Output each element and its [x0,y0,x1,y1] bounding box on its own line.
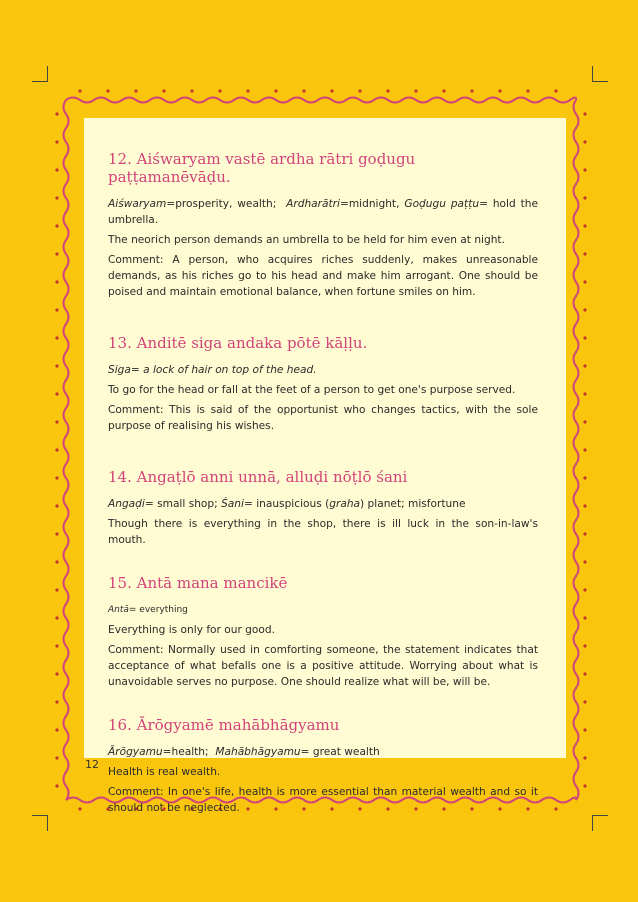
border-dot [386,89,389,92]
border-dot [55,448,58,451]
border-dot [583,616,586,619]
border-wave-right [574,100,579,800]
border-dot [55,728,58,731]
proverb-gloss: Aiśwaryam=prosperity, wealth; Ardharātri=midnight, Goḍugu paṭṭu= hold the umbrella. [108,198,538,226]
border-dot [583,252,586,255]
border-dot [55,588,58,591]
border-dot [470,89,473,92]
border-dot [583,448,586,451]
border-dot [246,89,249,92]
proverb-gloss: Ārōgyamu=health; Mahābhāgyamu= great wealth [108,746,380,758]
border-dot [330,89,333,92]
proverb-comment: Comment: A person, who acquires riches suddenly, makes unreasonable demands, as his riches go to his head and make him arrogant. One should be poised and maintain emotional balance, when fortune smiles on him. [108,254,538,298]
border-dot [583,700,586,703]
proverb-comment: Comment: In one's life, health is more essential than material wealth and so it should not be neglected. [108,786,538,814]
border-dot [162,89,165,92]
border-dot [583,644,586,647]
proverb-entry-12 [108,150,538,300]
border-dot [583,672,586,675]
border-wave-left [64,100,69,800]
border-dot [55,644,58,647]
border-dot [55,140,58,143]
border-dot [583,560,586,563]
border-dot [442,89,445,92]
proverb-translation: To go for the head or fall at the feet of a person to get one's purpose served. [108,384,516,396]
border-dot [78,89,81,92]
border-dot [134,89,137,92]
proverb-comment: Comment: Normally used in comforting someone, the statement indicates that acceptance of what befalls one is a positive attitude. Worrying about what is unavoidable serves no purpose. One should realize what will be, will be. [108,644,538,688]
proverb-entry-15 [108,574,538,690]
border-dot [554,89,557,92]
proverb-title: 14. Angaṭlō anni unnā, alluḍi nōṭlō śani [108,468,408,486]
border-dot [55,112,58,115]
proverb-gloss: Antā= everything [108,605,188,615]
proverb-title: 16. Ārōgyamē mahābhāgyamu [108,716,340,734]
proverb-title: 12. Aiśwaryam vastē ardha rātri goḍugu paṭṭamanēvāḍu. [108,150,416,186]
border-dot [218,89,221,92]
proverb-entry-14 [108,468,538,548]
border-dot [55,168,58,171]
border-dot [583,196,586,199]
border-dot [55,560,58,563]
border-dot [302,89,305,92]
border-dot [554,807,557,810]
border-dot [583,168,586,171]
border-dot [498,89,501,92]
border-dot [55,224,58,227]
border-dot [583,420,586,423]
border-dot [583,504,586,507]
border-dot [583,364,586,367]
proverb-title: 15. Antā mana mancikē [108,574,288,592]
border-dot [55,784,58,787]
border-dot [55,196,58,199]
proverb-entry-13 [108,334,538,434]
border-dot [55,532,58,535]
proverb-entry-16 [108,716,538,816]
border-dot [583,588,586,591]
border-dot [106,89,109,92]
proverb-translation: The neorich person demands an umbrella to be held for him even at night. [108,234,505,246]
proverb-title: 13. Anditē siga andaka pōtē kāḷḷu. [108,334,368,352]
border-dot [583,112,586,115]
border-dot [414,89,417,92]
border-dot [583,756,586,759]
border-dot [55,392,58,395]
border-dot [55,672,58,675]
border-dot [55,420,58,423]
border-dot [583,308,586,311]
proverb-gloss: Siga= a lock of hair on top of the head. [108,364,317,376]
border-dot [55,252,58,255]
proverb-translation: Health is real wealth. [108,766,221,778]
border-dot [583,728,586,731]
border-dot [274,89,277,92]
border-dot [583,280,586,283]
page-number: 12 [85,758,99,771]
border-dot [358,89,361,92]
proverb-gloss: Angaḍi= small shop; Śani= inauspicious (graha) planet; misfortune [108,498,466,510]
border-dot [583,532,586,535]
border-dot [190,89,193,92]
border-dot [583,784,586,787]
border-dot [55,476,58,479]
border-dot [55,336,58,339]
border-dot [55,504,58,507]
border-dot [583,476,586,479]
border-dot [78,807,81,810]
proverb-list [108,150,538,820]
proverb-comment: Comment: This is said of the opportunist who changes tactics, with the sole purpose of realising his wishes. [108,404,538,432]
border-dot [583,140,586,143]
border-dot [55,280,58,283]
border-dot [55,700,58,703]
border-dot [526,89,529,92]
proverb-translation: Everything is only for our good. [108,624,275,636]
proverb-translation: Though there is everything in the shop, there is ill luck in the son-in-law's mouth. [108,518,538,546]
border-dot [583,392,586,395]
border-dot [55,364,58,367]
border-dot [55,756,58,759]
border-wave-top [66,98,576,103]
border-dot [583,224,586,227]
border-dot [55,308,58,311]
border-dot [55,616,58,619]
border-dot [583,336,586,339]
